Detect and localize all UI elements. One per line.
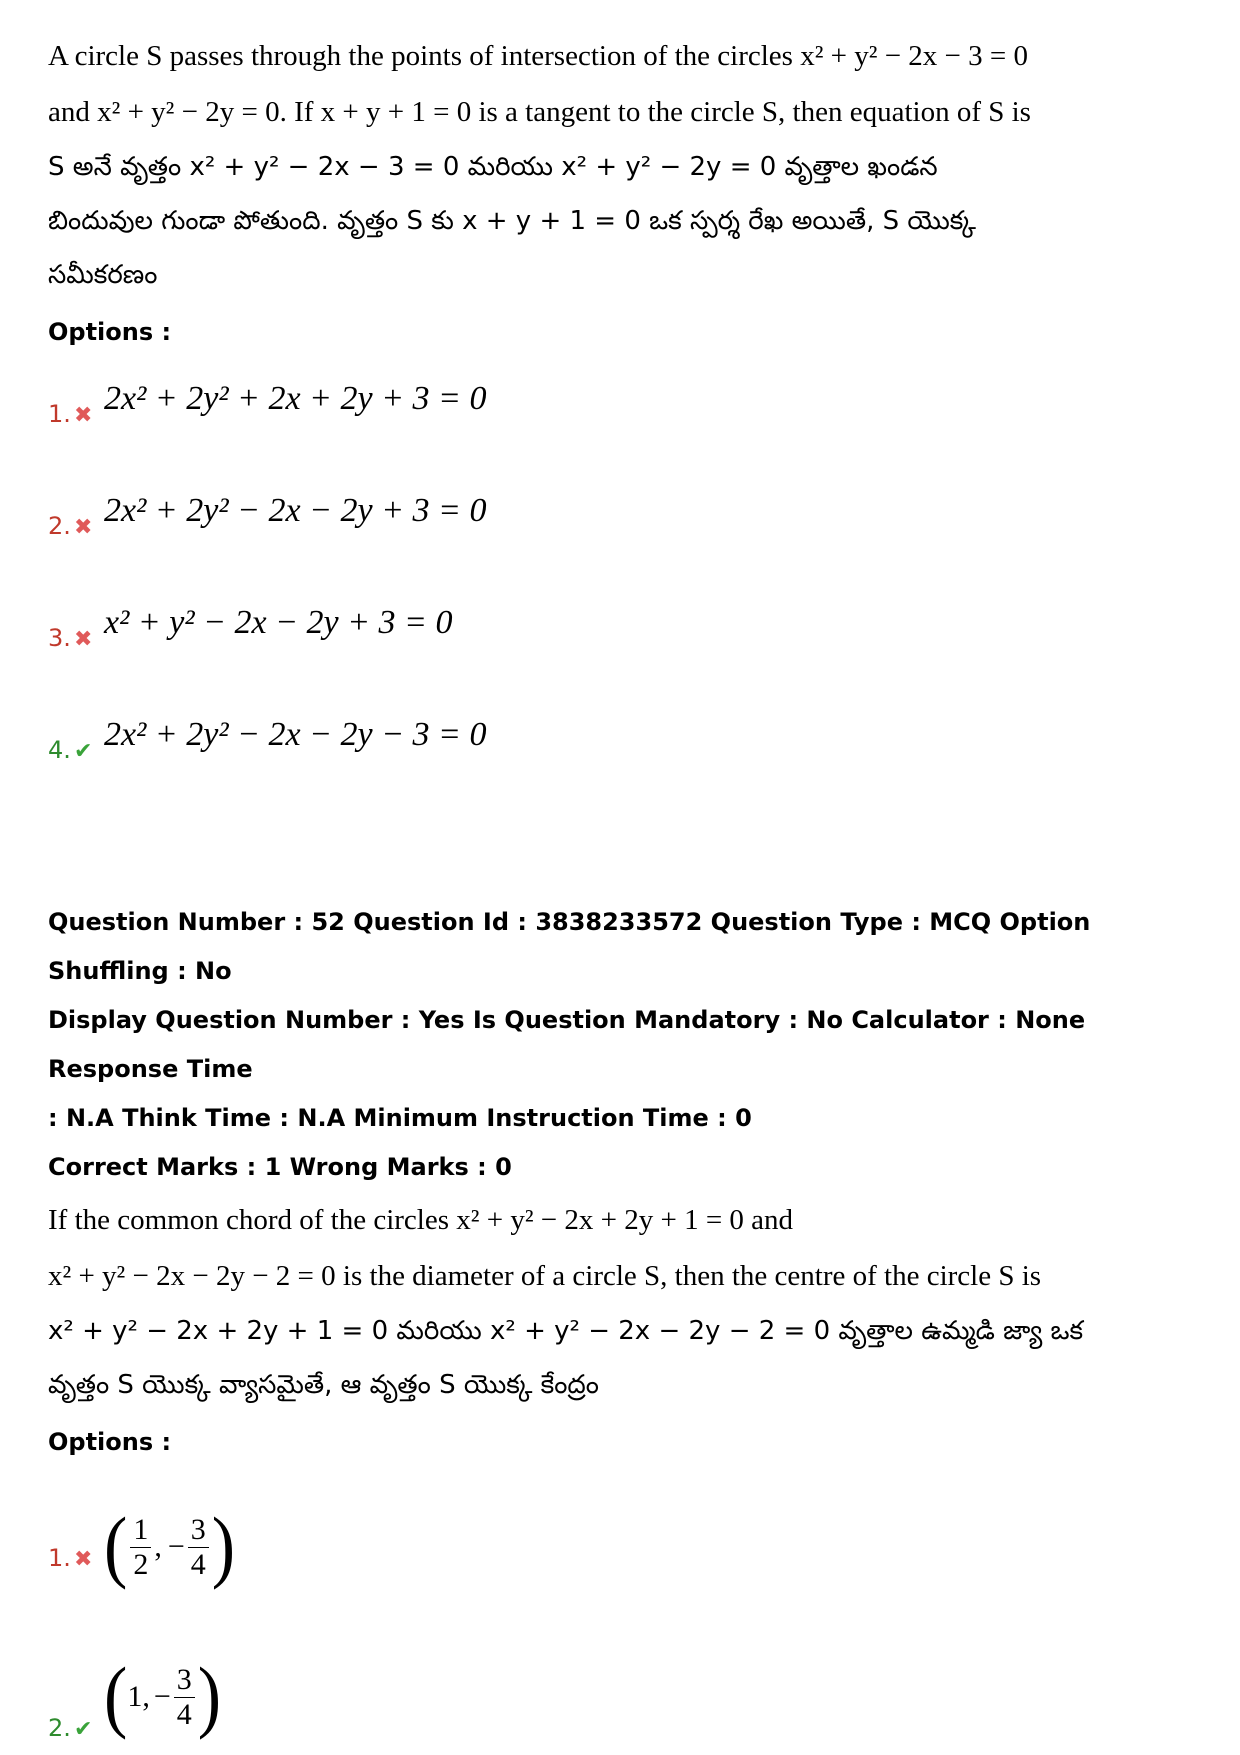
question-text-te-1: S అనే వృత్తం x² + y² − 2x − 3 = 0 మరియు x² + y² − 2y = 0 వృత్తాల ఖండన: [48, 152, 938, 182]
right-paren: ): [197, 1652, 222, 1741]
left-paren: (: [104, 1502, 128, 1591]
minus-sign: −: [167, 1530, 185, 1563]
option-number: 1.: [48, 1544, 71, 1572]
denominator: 4: [190, 1547, 206, 1581]
question-meta-3: : N.A Think Time : N.A Minimum Instruction Time : 0: [48, 1104, 752, 1132]
correct-check-icon: ✔: [74, 1717, 93, 1742]
comma: ,: [154, 1530, 162, 1563]
options-label: Options :: [48, 1428, 172, 1456]
numerator: 3: [188, 1513, 209, 1548]
whole-number: 1: [127, 1680, 143, 1713]
question-text-te-1: x² + y² − 2x + 2y + 1 = 0 మరియు x² + y² − 2x − 2y − 2 = 0 వృత్తాల ఉమ్మడి జ్యా ఒక: [48, 1316, 1084, 1346]
option-equation: 2x² + 2y² − 2x − 2y − 3 = 0: [104, 716, 487, 753]
option-1: [48, 352, 1208, 442]
option-3: [48, 554, 1208, 666]
denominator: 2: [133, 1547, 149, 1581]
marks-info: Correct Marks : 1 Wrong Marks : 0: [48, 1153, 512, 1181]
wrong-icon: ✖: [74, 1547, 93, 1572]
fraction: [174, 1663, 195, 1732]
denominator: 4: [176, 1697, 192, 1731]
minus-sign: −: [153, 1680, 171, 1713]
option-number: 2.: [48, 1714, 71, 1742]
option-number: 2.: [48, 512, 71, 540]
question-text-en-2: and x² + y² − 2y = 0. If x + y + 1 = 0 is a tangent to the circle S, then equation of S is: [48, 96, 1031, 128]
option-equation: 2x² + 2y² + 2x + 2y + 3 = 0: [104, 380, 487, 417]
option-4: [48, 666, 1208, 778]
option-equation: x² + y² − 2x − 2y + 3 = 0: [104, 604, 453, 641]
options-label: Options :: [48, 318, 172, 346]
question-51: [48, 28, 1208, 778]
option-equation: 2x² + 2y² − 2x − 2y + 3 = 0: [104, 492, 487, 529]
numerator: 3: [174, 1663, 195, 1698]
wrong-icon: ✖: [74, 403, 93, 428]
option-2: [48, 1582, 1208, 1752]
option-number: 1.: [48, 400, 71, 428]
option-1: [48, 1462, 1208, 1591]
question-text-en-1: A circle S passes through the points of intersection of the circles x² + y² − 2x − 3 = 0: [48, 40, 1029, 72]
numerator: 1: [130, 1513, 151, 1548]
fraction: [130, 1513, 151, 1582]
question-meta-1: Question Number : 52 Question Id : 3838233572 Question Type : MCQ Option Shuffling : No: [48, 908, 1091, 985]
wrong-icon: ✖: [74, 515, 93, 540]
comma: ,: [142, 1680, 150, 1713]
question-text-te-2: వృత్తం S యొక్క వ్యాసమైతే, ఆ వృత్తం S యొక్క కేంద్రం: [48, 1370, 599, 1400]
fraction: [188, 1513, 209, 1582]
option-number: 3.: [48, 624, 71, 652]
correct-check-icon: ✔: [74, 739, 93, 764]
option-number: 4.: [48, 736, 71, 764]
question-text-en-2: x² + y² − 2x − 2y − 2 = 0 is the diameter of a circle S, then the centre of the circle S is: [48, 1260, 1042, 1292]
option-value: [104, 1502, 236, 1591]
right-paren: ): [211, 1502, 236, 1591]
option-value: [104, 1652, 222, 1741]
page: [48, 28, 1208, 1752]
question-text-te-2: బిందువుల గుండా పోతుంది. వృత్తం S కు x + y + 1 = 0 ఒక స్పర్శ రేఖ అయితే, S యొక్క: [48, 206, 976, 236]
question-text-en-1: If the common chord of the circles x² + y² − 2x + 2y + 1 = 0 and: [48, 1204, 794, 1236]
wrong-icon: ✖: [74, 627, 93, 652]
left-paren: (: [104, 1652, 128, 1741]
question-meta-2: Display Question Number : Yes Is Question Mandatory : No Calculator : None Response Time: [48, 1006, 1086, 1083]
spacer: [48, 778, 1208, 898]
option-2: [48, 442, 1208, 554]
question-52: [48, 898, 1208, 1752]
question-text-te-3: సమీకరణం: [48, 260, 158, 290]
